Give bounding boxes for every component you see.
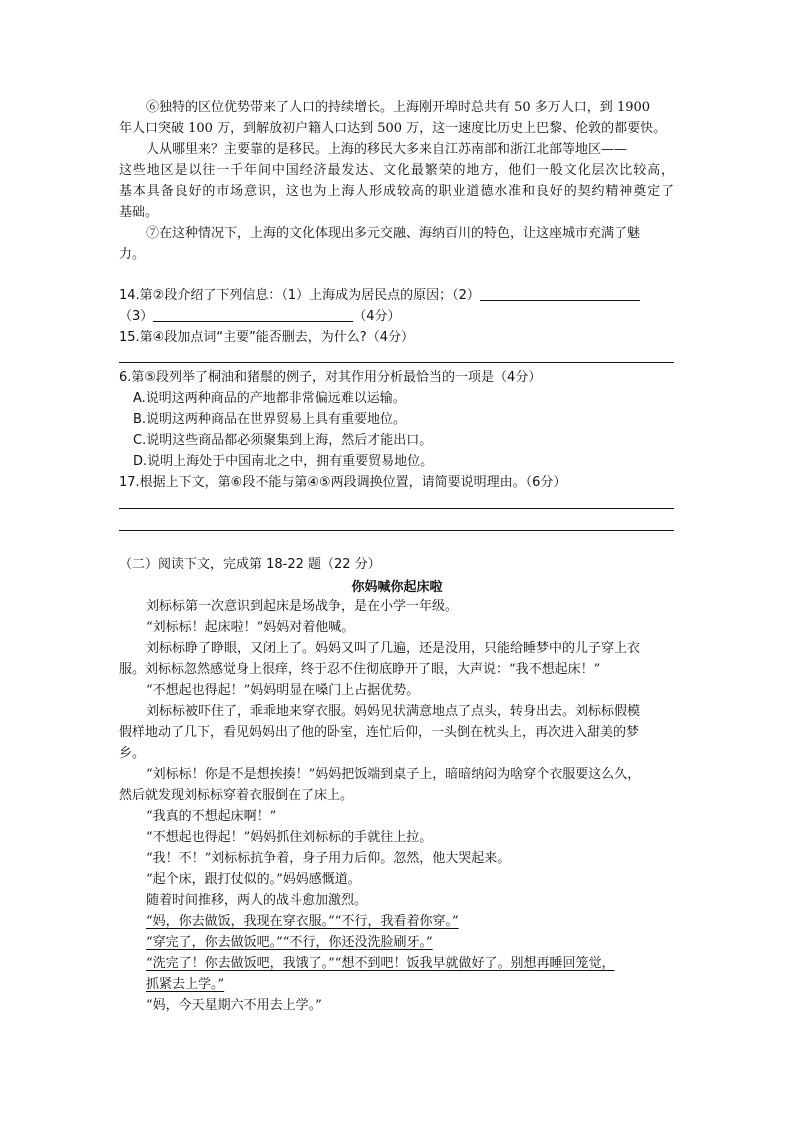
answer-line-15[interactable] (119, 362, 674, 363)
paragraph-6-line-2: 年人口突破 100 万，到解放初户籍人口达到 500 万，这一速度比历史上巴黎、伦敦的都要快。 (119, 121, 667, 136)
story-line: 刘标标被吓住了，乖乖地来穿衣服。妈妈见状满意地点了点头，转身出去。刘标标假模 (146, 704, 641, 719)
story-line: 随着时间推移，两人的战斗愈加激烈。 (146, 893, 368, 908)
question-17: 17.根据上下文，第⑥段不能与第④⑤两段调换位置，请简要说明理由。（6分） (119, 475, 567, 490)
question-14-line-1 (119, 286, 640, 306)
story-line: “起个床，跟打仗似的。”妈妈感慨道。 (146, 872, 361, 887)
story-line: 假样地动了几下，看见妈妈出了他的卧室，连忙后仰，一头倒在枕头上，再次进入甜美的梦 (119, 725, 640, 740)
story-line: “我真的不想起床啊！” (146, 809, 277, 824)
story-line: 刘标标睁了睁眼，又闭上了。妈妈又叫了几遍，还是没用，只能给睡梦中的儿子穿上衣 (146, 641, 641, 656)
story-line: “不想起也得起！”妈妈明显在嗓门上占据优势。 (146, 683, 420, 698)
option-d[interactable]: D.说明上海处于中国南北之中，拥有重要贸易地位。 (133, 454, 434, 469)
story-line-underlined: “洗完了！你去做饭吧，我饿了。”“想不到吧！饭我早就做好了。别想再睡回笼觉， (146, 956, 615, 971)
story-line: 服。刘标标忽然感觉身上很痒，终于忍不住彻底睁开了眼，大声说：“我不想起床！” (119, 662, 601, 677)
answer-line-17-1[interactable] (119, 508, 674, 509)
story-line: “我！不！”刘标标抗争着，身子用力后仰。忽然，他大哭起来。 (146, 851, 511, 866)
paragraph-6b-line-2: 这些地区是以往一千年间中国经济最发达、文化最繁荣的地方，他们一般文化层次比较高， (119, 163, 674, 178)
question-14-part-3: （3） (119, 309, 154, 324)
answer-line-17-2[interactable] (119, 530, 674, 531)
paragraph-6-line-1: ⑥独特的区位优势带来了人口的持续增长。上海刚开埠时总共有 50 多万人口，到 1900 (146, 100, 651, 115)
section-2-heading: （二）阅读下文，完成第 18-22 题（22 分） (119, 557, 381, 572)
story-line: “刘标标！起床啦！”妈妈对着他喊。 (146, 620, 355, 635)
question-14-text: 14.第②段介绍了下列信息：（1）上海成为居民点的原因；（2） (119, 288, 480, 303)
answer-blank-14-3[interactable] (153, 307, 353, 322)
paragraph-6b-line-1: 人从哪里来？主要靠的是移民。上海的移民大多来自江苏南部和浙江北部等地区—— (146, 142, 628, 157)
question-15: 15.第④段加点词“主要”能否删去，为什么?（4分） (119, 330, 414, 345)
question-14-score: （4分） (353, 309, 401, 324)
story-line: “刘标标！你是不是想挨揍！”妈妈把饭端到桌子上，暗暗纳闷为啥穿个衣服要这么久， (146, 767, 641, 782)
option-a[interactable]: A.说明这两种商品的产地都非常偏远难以运输。 (133, 391, 406, 406)
paragraph-6b-line-3: 基本具备良好的市场意识，这也为上海人形成较高的职业道德水准和良好的契约精神奠定了 (119, 184, 674, 199)
story-line: 刘标标第一次意识到起床是场战争，是在小学一年级。 (146, 599, 459, 614)
story-line: “妈，今天星期六不用去上学。” (146, 998, 322, 1013)
paragraph-7-line-1: ⑦在这种情况下，上海的文化体现出多元交融、海纳百川的特色，让这座城市充满了魅 (146, 226, 641, 241)
question-14-line-2 (119, 307, 401, 327)
paragraph-7-line-2: 力。 (119, 247, 146, 262)
paragraph-6b-line-4: 基础。 (119, 205, 159, 220)
story-line: 然后就发现刘标标穿着衣服倒在了床上。 (119, 788, 354, 803)
question-16: 6.第⑤段列举了桐油和猪鬃的例子，对其作用分析最恰当的一项是（4分） (119, 370, 542, 385)
story-line-underlined: 抓紧去上学。” (146, 977, 225, 992)
answer-blank-14-2[interactable] (480, 286, 640, 301)
story-line-underlined: “妈，你去做饭，我现在穿衣服。”“不行，我看着你穿。” (146, 914, 459, 929)
story-title: 你妈喊你起床啦 (351, 580, 443, 595)
story-line-underlined: “穿完了，你去做饭吧。”“不行，你还没洗脸刷牙。” (146, 935, 433, 950)
option-c[interactable]: C.说明这些商品都必须聚集到上海，然后才能出口。 (133, 433, 433, 448)
option-b[interactable]: B.说明这两种商品在世界贸易上具有重要地位。 (133, 412, 407, 427)
story-line: 乡。 (119, 746, 146, 761)
story-line: “不想起也得起！”妈妈抓住刘标标的手就往上拉。 (146, 830, 433, 845)
